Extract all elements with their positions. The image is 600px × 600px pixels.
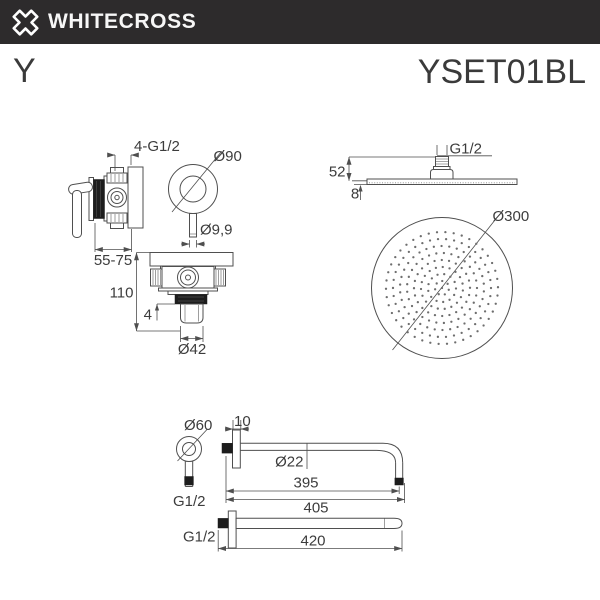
lever-rod [73,191,82,238]
fig-valve-side [68,138,180,269]
arm-elbow [377,443,403,463]
thread-dark [222,443,233,453]
dim-label-ports: 4-G1/2 [134,138,180,155]
nozzle-dots [385,231,499,345]
arm-tube [236,518,402,528]
escutcheon-dark [94,180,105,219]
dim-label-length: 420 [300,532,326,550]
escutcheon-dark [175,295,207,305]
fig-arm-front [173,417,212,510]
thread-dark [185,477,194,486]
connector-base [431,170,454,180]
model-code: YSET01BL [417,53,586,91]
head-plate [367,179,517,185]
fig-head-top [372,208,530,359]
dim-label-faceplate: Ø90 [213,148,242,165]
dim-label-length-total: 405 [303,499,329,517]
dim-label-stem: Ø9,9 [200,221,233,239]
wall-hatch [128,167,143,228]
dim-label-connector-height: 52 [328,163,346,181]
faceplate-circle [169,165,218,214]
brand-name: WHITECROSS [48,10,197,33]
thread-dark-end [395,478,404,485]
dim-label-tube-diameter: Ø22 [275,453,304,471]
wall-flange [233,430,241,468]
dim-label-flange-thickness: 10 [234,413,251,430]
handle-base [181,304,204,323]
valve-port-top [107,173,127,183]
thread-dark [218,518,228,528]
dim-label-thread: G1/2 [183,528,216,546]
dim-label-thread: G1/2 [173,493,206,510]
wall-hatch [150,253,233,267]
dim-label-thread: G1/2 [449,140,483,158]
dim-label-plate-offset: 4 [143,306,152,324]
series-letter: Y [13,52,36,90]
dim-label-length-inner: 395 [293,474,319,492]
fig-arm-side [222,413,405,517]
fig-head-side [329,141,517,203]
diameter-line [178,430,208,462]
dim-label-depth-range: 55-75 [93,252,133,269]
dim-label-diameter: Ø300 [492,208,530,225]
valve-port-bottom [107,213,127,223]
dim-label-flange-diameter: Ø60 [184,417,213,434]
handle-stem [190,214,197,238]
arm-tube [240,443,383,450]
wall-flange [228,511,236,548]
dim-label-height: 110 [109,284,134,302]
dim-label-plate-thickness: 8 [350,185,360,203]
arm-drop [396,463,403,478]
fig-valve-front [169,148,242,248]
dim-label-handle-diameter: Ø42 [177,341,207,358]
fig-arm-straight [183,511,402,552]
